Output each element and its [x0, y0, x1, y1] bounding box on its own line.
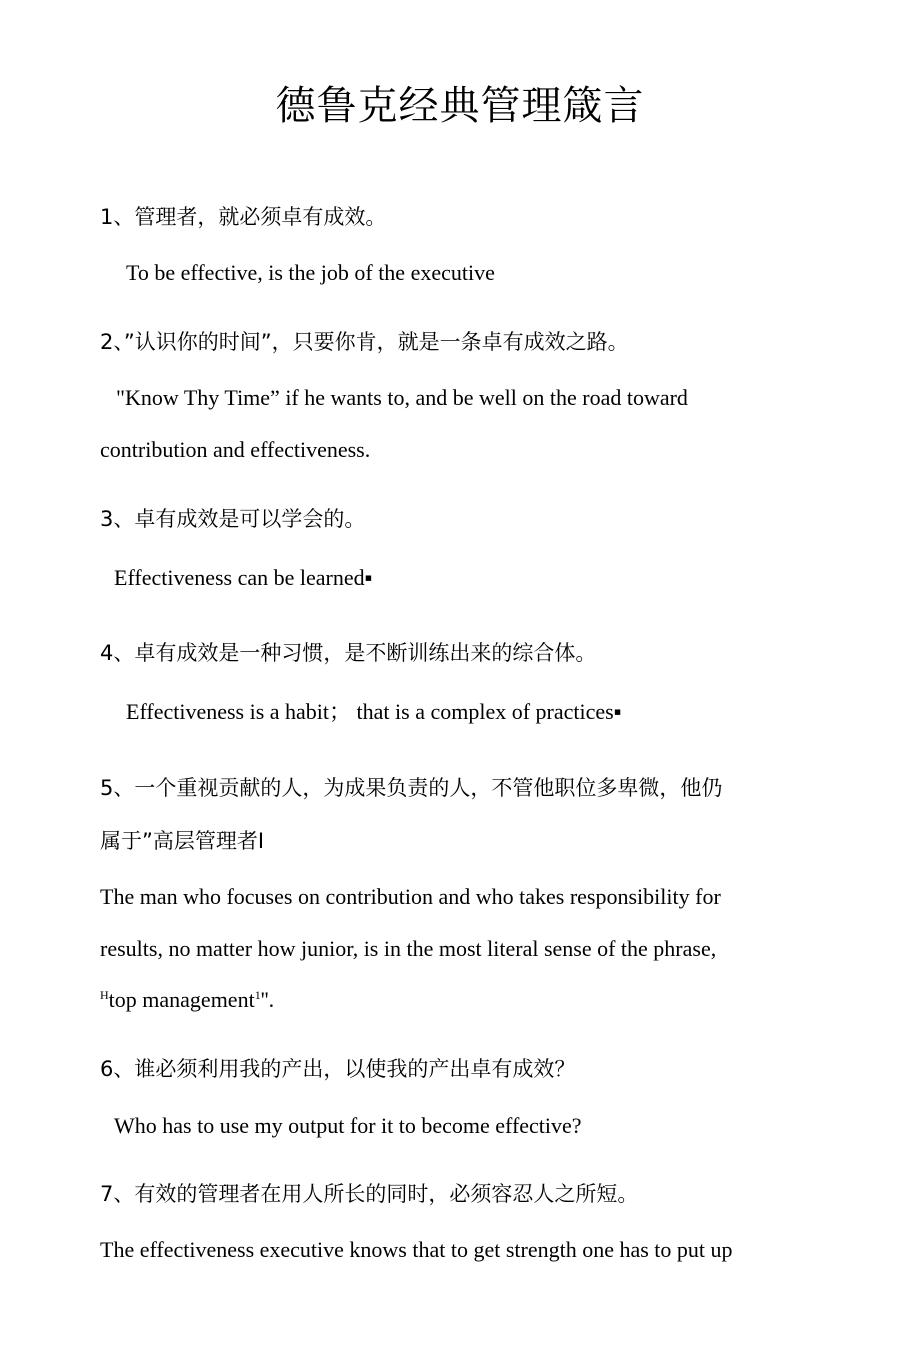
item-5-chinese-line-2: 属于”高层管理者I: [100, 829, 265, 853]
item-1-chinese: 1、管理者，就必须卓有成效。: [100, 205, 387, 229]
item-2-english-line-1: "Know Thy Time” if he wants to, and be well on the road toward: [116, 385, 688, 410]
item-1-english: To be effective, is the job of the executive: [126, 260, 495, 285]
item-3-chinese: 3、卓有成效是可以学会的。: [100, 507, 366, 531]
item-4-english: Effectiveness is a habit； that is a complex of practices▪: [126, 699, 622, 724]
open-quote-superscript: H: [100, 988, 109, 1002]
item-2-english-line-2: contribution and effectiveness.: [100, 437, 371, 462]
item-5-english-line-1: The man who focuses on contribution and who takes responsibility for: [100, 884, 721, 909]
item-2-chinese: 2、”认识你的时间”，只要你肯，就是一条卓有成效之路。: [100, 330, 629, 354]
item-3-english: Effectiveness can be learned▪: [114, 565, 373, 590]
phrase-top-management: top management: [108, 987, 255, 1012]
item-5-english-line-3: [100, 989, 274, 1011]
item-5-chinese-line-1: 5、一个重视贡献的人，为成果负责的人，不管他职位多卑微，他仍: [100, 776, 723, 800]
document-title: 德鲁克经典管理箴言: [275, 83, 645, 129]
close-quote-superscript: 1: [254, 988, 261, 1002]
item-7-english: The effectiveness executive knows that to get strength one has to put up: [100, 1237, 733, 1262]
item-6-english: Who has to use my output for it to become effective?: [114, 1113, 582, 1138]
item-5-english-line-2: results, no matter how junior, is in the most literal sense of the phrase,: [100, 936, 717, 961]
item-6-chinese: 6、谁必须利用我的产出，以使我的产出卓有成效？: [100, 1057, 576, 1081]
item-4-chinese: 4、卓有成效是一种习惯，是不断训练出来的综合体。: [100, 641, 597, 665]
trailing-punctuation: ''.: [260, 987, 275, 1012]
item-7-chinese: 7、有效的管理者在用人所长的同时，必须容忍人之所短。: [100, 1182, 639, 1206]
